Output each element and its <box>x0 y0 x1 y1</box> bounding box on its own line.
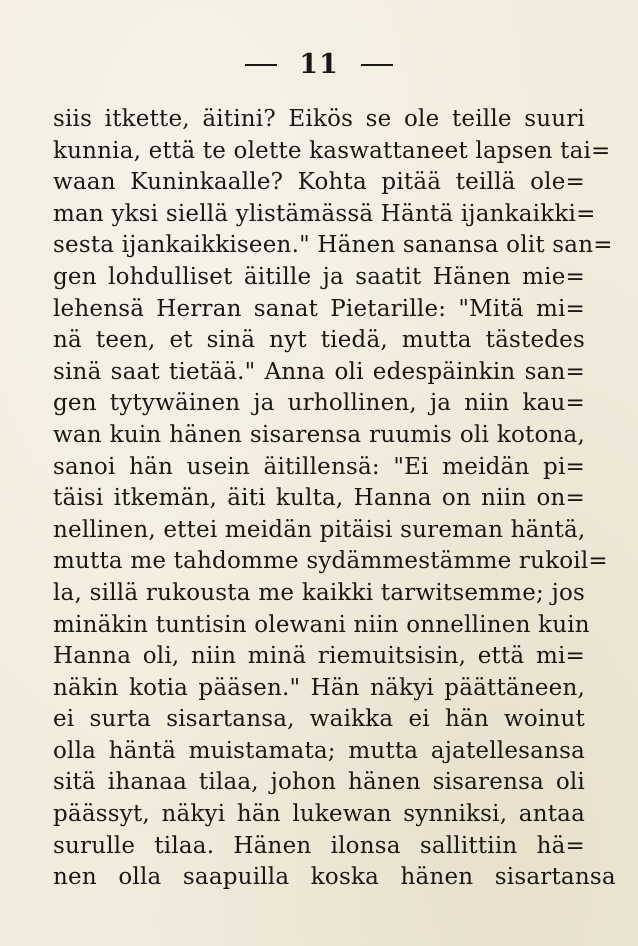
text-line: la, sillä rukousta me kaikki tarwitsemme; jos <box>53 579 585 606</box>
text-line: gen tytywäinen ja urhollinen, ja niin kau= <box>53 390 585 417</box>
text-line: sesta ijankaikkiseen." Hänen sanansa olit san= <box>53 232 613 259</box>
page-number: 11 <box>299 49 339 80</box>
text-line: sitä ihanaa tilaa, johon hänen sisarensa oli <box>53 769 585 796</box>
text-line: ei surta sisartansa, waikka ei hän woinut <box>53 706 585 733</box>
text-line: päässyt, näkyi hän lukewan synniksi, antaa <box>53 801 585 828</box>
text-line: sanoi hän usein äitillensä: "Ei meidän pi= <box>53 453 585 480</box>
body-text <box>53 104 616 894</box>
page-header <box>0 48 638 88</box>
text-line: siis itkette, äitini? Eikös se ole teille suuri <box>53 106 585 132</box>
text-line: nellinen, ettei meidän pitäisi sureman häntä, <box>53 516 586 543</box>
text-line: Hanna oli, niin minä riemuitsisin, että mi= <box>53 643 585 670</box>
text-line: kunnia, että te olette kaswattaneet lapsen tai= <box>53 137 611 164</box>
text-line: nen olla saapuilla koska hänen sisartansa <box>53 864 616 891</box>
text-line: täisi itkemän, äiti kulta, Hanna on niin on= <box>53 485 585 512</box>
text-line: näkin kotia pääsen." Hän näkyi päättäneen, <box>53 674 585 701</box>
text-line: mutta me tahdomme sydämmestämme rukoil= <box>53 548 608 575</box>
text-line: minäkin tuntisin olewani niin onnellinen kuin <box>53 611 590 638</box>
text-line: gen lohdulliset äitille ja saatit Hänen mie= <box>53 263 585 290</box>
left-dash <box>245 64 277 66</box>
text-line: wan kuin hänen sisarensa ruumis oli kotona, <box>53 421 585 448</box>
text-line: lehensä Herran sanat Pietarille: "Mitä mi= <box>53 295 585 322</box>
text-line: olla häntä muistamata; mutta ajatellesansa <box>53 737 585 764</box>
text-line: man yksi siellä ylistämässä Häntä ijankaikki= <box>53 200 596 227</box>
text-line: surulle tilaa. Hänen ilonsa sallittiin hä= <box>53 832 585 859</box>
text-line: nä teen, et sinä nyt tiedä, mutta tästedes <box>53 327 585 354</box>
text-line: waan Kuninkaalle? Kohta pitää teillä ole= <box>53 169 585 196</box>
right-dash <box>361 64 393 66</box>
text-line: sinä saat tietää." Anna oli edespäinkin san= <box>53 358 585 385</box>
